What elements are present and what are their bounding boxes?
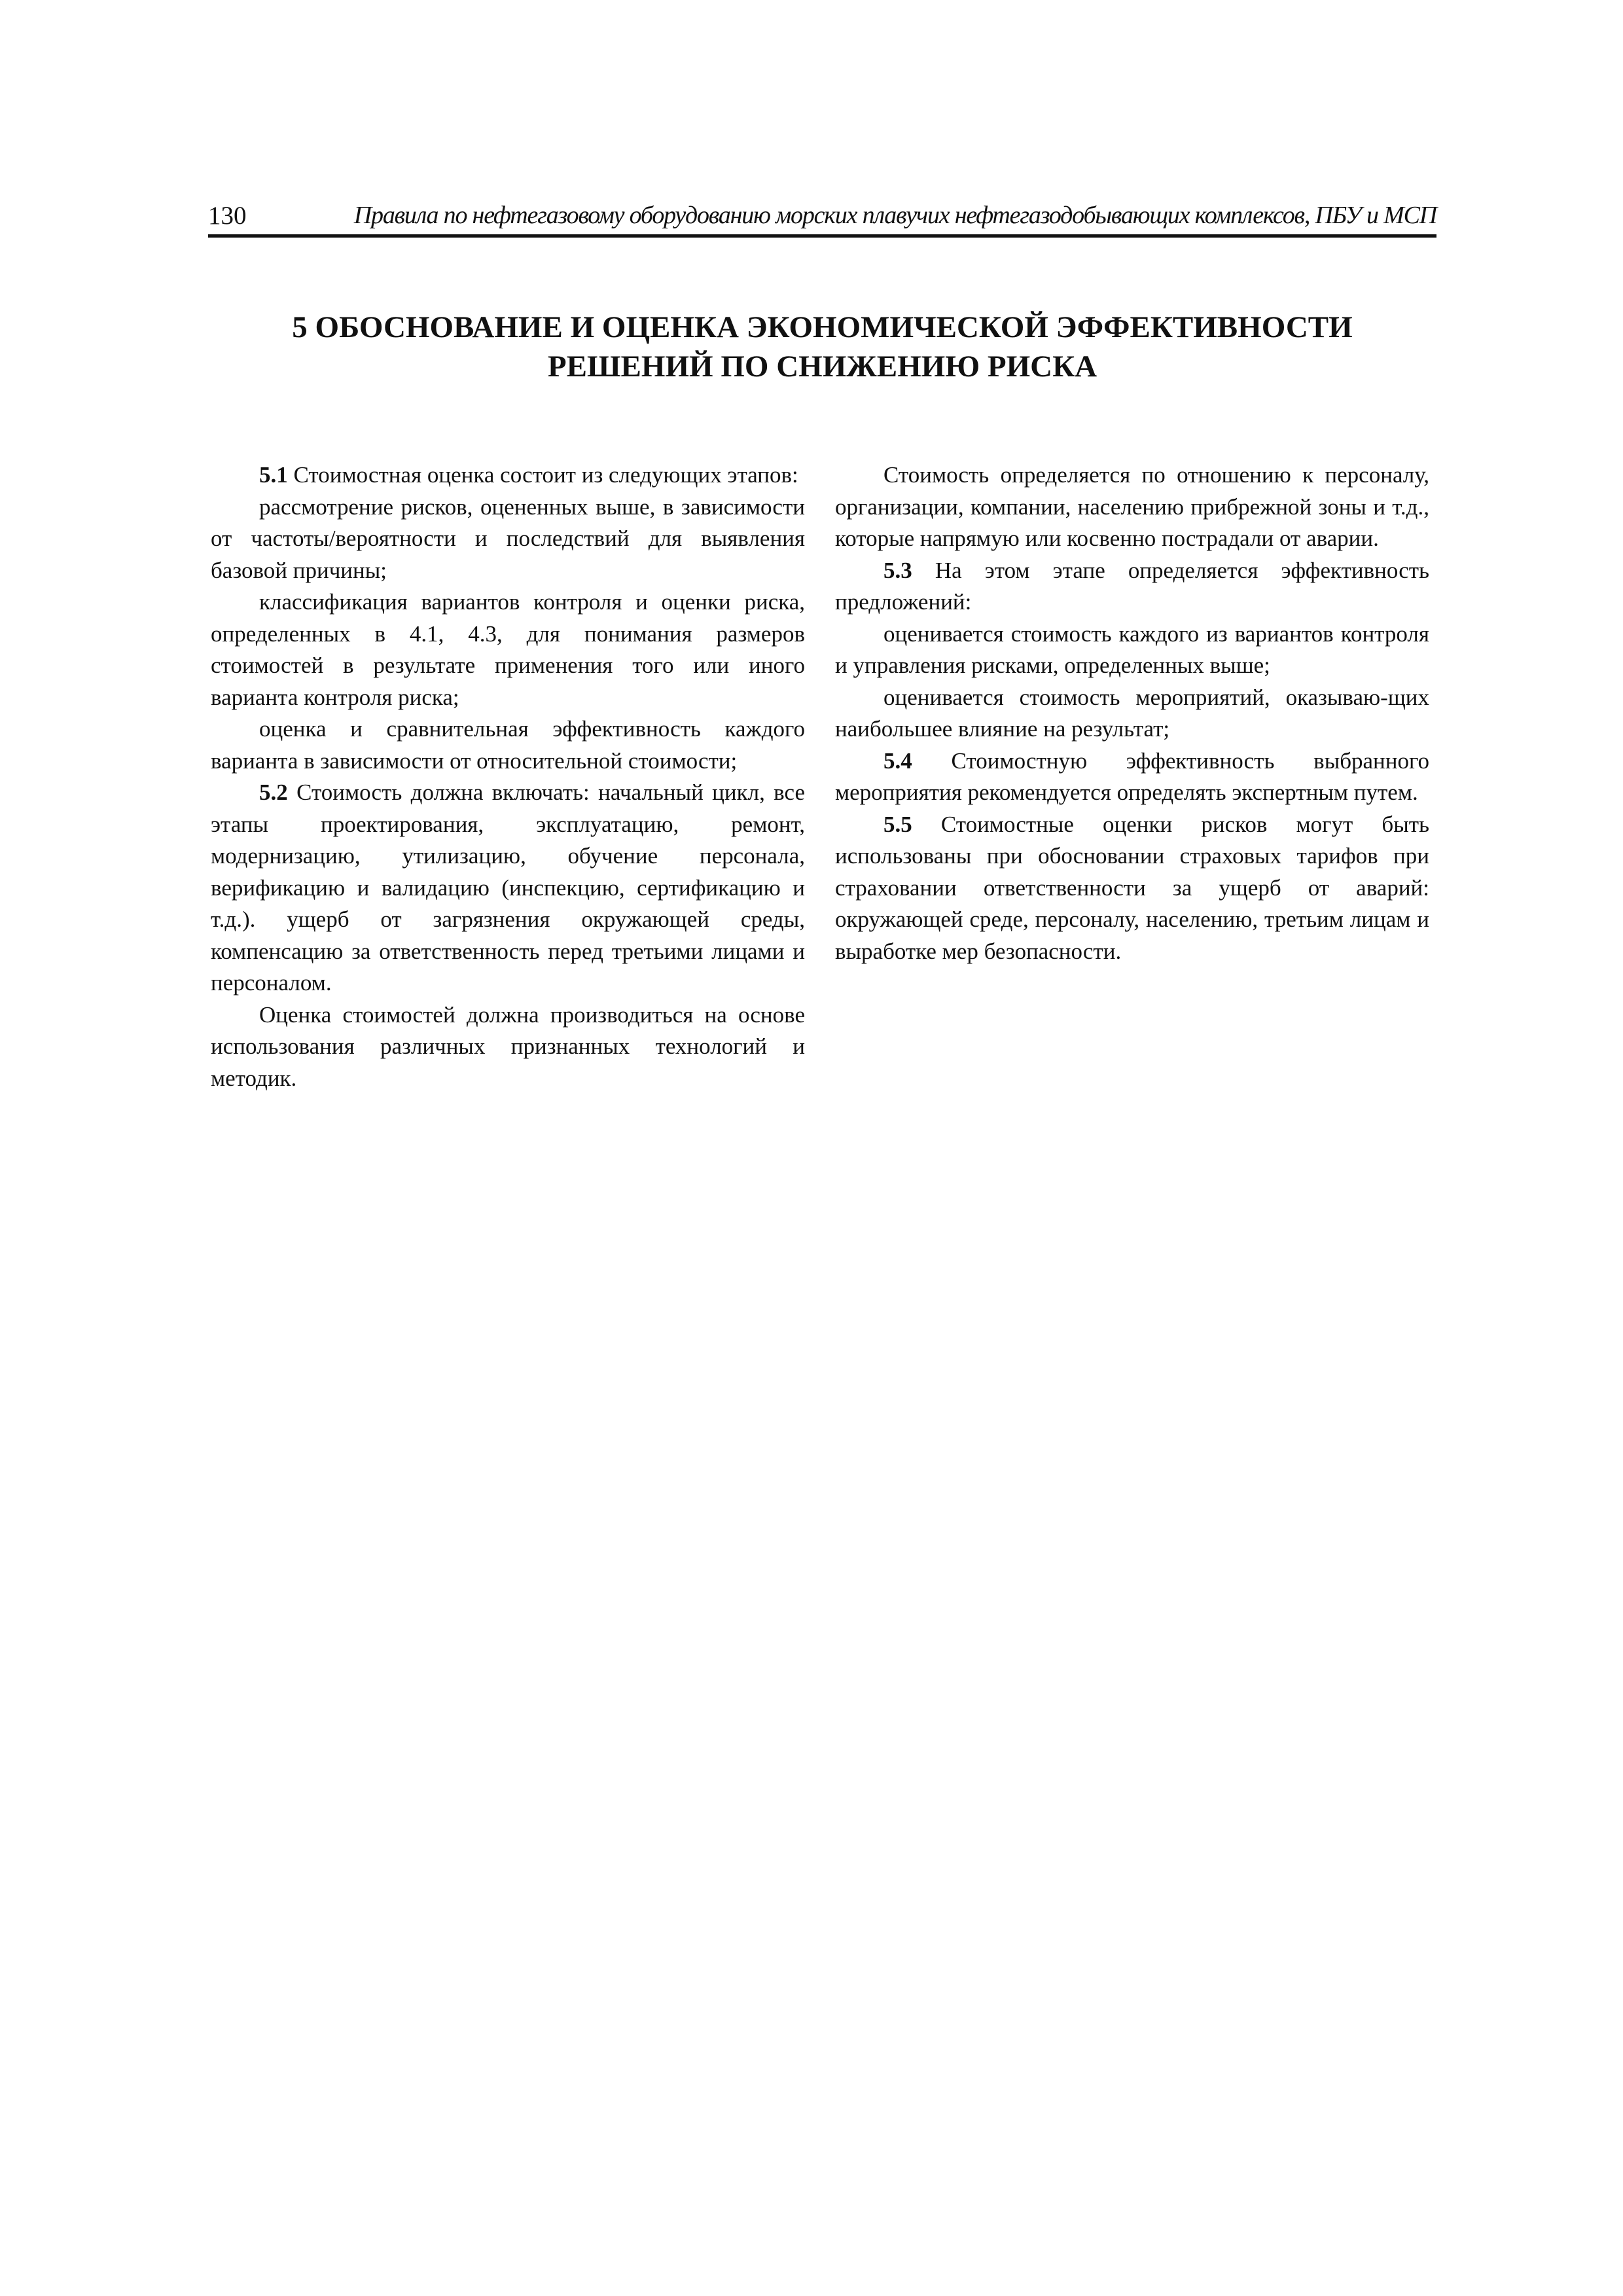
paragraph-text: оценивается стоимость каждого из вариантов контроля и управления рисками, определенных выше; (835, 620, 1429, 678)
paragraph-text: оценивается стоимость мероприятий, оказываю-щих наибольшее влияние на результат; (835, 684, 1429, 742)
paragraph-text: классификация вариантов контроля и оценки риска, определенных в 4.1, 4.3, для понимания размеров стоимостей в результате применения того или иного варианта контроля риска; (211, 589, 805, 710)
paragraph-text: Стоимость должна включать: начальный цикл, все этапы проектирования, эксплуатацию, ремонт, модернизацию, утилизацию, обучение персонала, верификацию и валидацию (инспекцию, сертификацию и т.д.). ущерб от загрязнения окружающей среды, компенсацию за ответственность перед третьими лицами и персоналом. (211, 780, 805, 996)
clause-number: 5.2 (259, 780, 288, 805)
paragraph-text: Стоимостную эффективность выбранного мероприятия рекомендуется определять экспертным путем. (835, 747, 1429, 805)
paragraph-5-1 (211, 459, 805, 492)
paragraph-5-4 (835, 745, 1429, 809)
running-title: Правила по нефтегазовому оборудованию морских плавучих нефтегазодобывающих комплексов, ПБУ и МСП (353, 202, 1436, 229)
paragraph-text: Оценка стоимостей должна производиться на основе использования различных признанных технологий и методик. (211, 1001, 805, 1091)
paragraph-text: Стоимость определяется по отношению к персоналу, организации, компании, населению прибрежной зоны и т.д., которые напрямую или косвенно пострадали от аварии. (835, 462, 1429, 551)
paragraph-text: На этом этапе определяется эффективность предложений: (835, 557, 1429, 615)
page-number: 130 (208, 202, 247, 230)
paragraph-text: Стоимостные оценки рисков могут быть использованы при обосновании страховых тарифов при страховании ответственности за ущерб от аварий: окружающей среде, персоналу, населению, третьим лицам и выработке мер безопасности. (835, 811, 1429, 964)
paragraph-text: оценка и сравнительная эффективность каждого варианта в зависимости от относительной стоимости; (211, 716, 805, 774)
paragraph-text: Стоимостная оценка состоит из следующих этапов: (287, 462, 798, 488)
chapter-title-line-1: 5 ОБОСНОВАНИЕ И ОЦЕНКА ЭКОНОМИЧЕСКОЙ ЭФФЕКТИВНОСТИ (292, 310, 1353, 344)
left-column (211, 459, 805, 1094)
paragraph-5-2 (211, 777, 805, 999)
clause-number: 5.1 (259, 462, 288, 488)
clause-number: 5.5 (883, 811, 912, 837)
paragraph-text: рассмотрение рисков, оцененных выше, в зависимости от частоты/вероятности и последствий для выявления базовой причины; (211, 493, 805, 583)
page-header (208, 199, 1436, 238)
paragraph-5-3 (835, 555, 1429, 619)
chapter-title-line-2: РЕШЕНИЙ ПО СНИЖЕНИЮ РИСКА (547, 350, 1097, 384)
clause-number: 5.4 (883, 747, 912, 774)
chapter-title (208, 308, 1436, 386)
paragraph-5-5 (835, 809, 1429, 968)
right-column (835, 459, 1429, 967)
clause-number: 5.3 (883, 557, 912, 583)
